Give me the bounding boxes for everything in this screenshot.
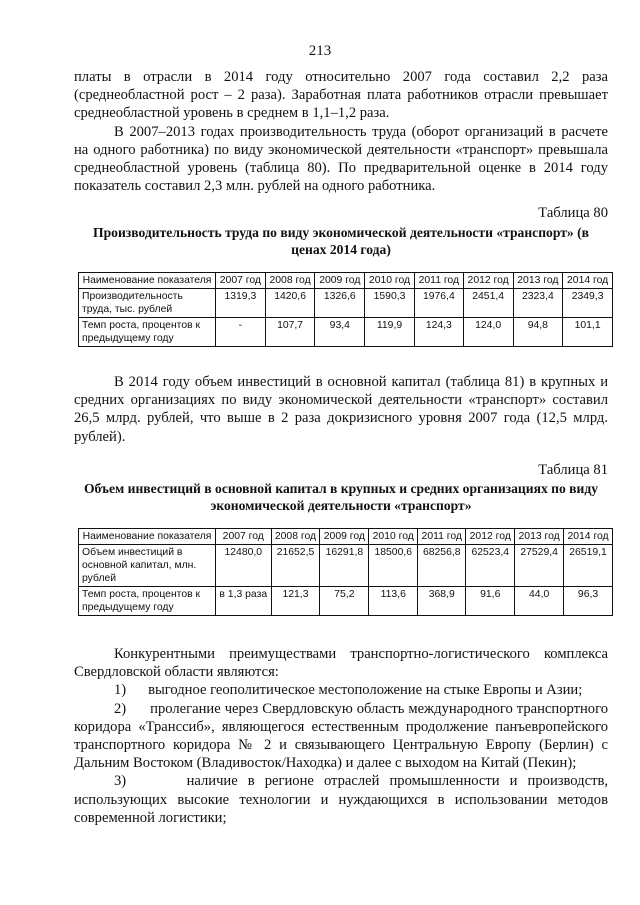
paragraph-1-block [74,68,608,195]
list-item-number: 3) [114,773,127,790]
table-81-header-year: 2008 год [271,529,320,545]
table-cell: 101,1 [563,318,613,347]
table-cell: 62523,4 [466,545,515,587]
table-cell: 91,6 [466,587,515,616]
table-80-header-row [79,273,613,289]
table-81 [78,528,613,616]
table-row-name: Производительность труда, тыс. рублей [79,289,216,318]
table-81-header-year: 2013 год [515,529,564,545]
table-row-name: Объем инвестиций в основной капитал, млн. рублей [79,545,216,587]
list-item-text: пролегание через Свердловскую область международного транспортного коридора «Транссиб», являющегося естественным продолжение панъевропейского транспортного коридора № 2 и связывающего Центральную Европу (Берлин) с Дальним Востоком (Владивосток/Находка) и далее с выходом на Китай (Пекин); [74,700,609,772]
table-81-header-row [79,529,613,545]
table-row [79,289,613,318]
table-cell: 2451,4 [463,289,513,318]
table-cell: - [216,318,266,347]
paragraph-1: платы в отрасли в 2014 году относительно 2007 года составил 2,2 раза (среднеобластной рост – 2 раза). Заработная плата работников отрасли превышает среднеобластной уровень в среднем в 1,1–1,2 раза. [74,69,608,122]
table-81-header-name: Наименование показателя [79,529,216,545]
table-cell: 18500,6 [369,545,418,587]
paragraph-4-block [74,645,608,827]
advantages-list [74,681,608,827]
table-80-header-year: 2010 год [365,273,415,289]
list-item [74,772,608,827]
table-80-header-year: 2014 год [563,273,613,289]
table-cell: 368,9 [418,587,466,616]
table-cell: 1326,6 [315,289,365,318]
table-cell: 75,2 [320,587,369,616]
table-cell: 96,3 [564,587,613,616]
list-item-number: 2) [114,700,127,717]
table-81-header-year: 2007 год [216,529,272,545]
table-cell: 2323,4 [513,289,563,318]
table-81-header-year: 2014 год [564,529,613,545]
list-item-text: наличие в регионе отраслей промышленности и производств, использующих высокие технологии и нуждающихся в использовании методов современной логистики; [74,773,608,826]
table-80-label: Таблица 80 [538,205,608,221]
table-cell: 16291,8 [320,545,369,587]
table-cell: 1976,4 [414,289,463,318]
table-cell: 113,6 [369,587,418,616]
table-row [79,318,613,347]
table-cell: в 1,3 раза [216,587,272,616]
table-cell: 2349,3 [563,289,613,318]
table-cell: 93,4 [315,318,365,347]
table-81-header-year: 2009 год [320,529,369,545]
table-cell: 44,0 [515,587,564,616]
list-item [74,700,608,773]
table-cell: 94,8 [513,318,563,347]
table-cell: 12480,0 [216,545,272,587]
table-cell: 21652,5 [271,545,320,587]
table-81-title: Объем инвестиций в основной капитал в крупных и средних организациях по виду экономической деятельности «транспорт» [83,481,599,513]
table-cell: 124,3 [414,318,463,347]
table-80-header-year: 2011 год [414,273,463,289]
list-item-number: 1) [114,682,127,699]
paragraph-2: В 2007–2013 годах производительность труда (оборот организаций в расчете на одного работника) по виду экономической деятельности «транспорт» превышала среднеобластной уровень (таблица 80). По предварительной оценке в 2014 году показатель составил 2,3 млн. рублей на одного работника. [74,123,608,195]
table-80-header-year: 2009 год [315,273,365,289]
table-row [79,587,613,616]
table-row-name: Темп роста, процентов к предыдущему году [79,587,216,616]
table-80-header-name: Наименование показателя [79,273,216,289]
table-cell: 68256,8 [418,545,466,587]
table-80-header-year: 2007 год [216,273,266,289]
table-81-header-year: 2010 год [369,529,418,545]
table-cell: 1319,3 [216,289,266,318]
paragraph-3-block [74,373,608,446]
table-80-header-year: 2012 год [463,273,513,289]
table-80 [78,272,613,347]
table-81-header-year: 2011 год [418,529,466,545]
list-item-text: выгодное геополитическое местоположение на стыке Европы и Азии; [148,682,583,699]
table-cell: 27529,4 [515,545,564,587]
paragraph-3: В 2014 году объем инвестиций в основной капитал (таблица 81) в крупных и средних организациях по виду экономической деятельности «транспорт» составил 26,5 млрд. рублей, что выше в 2 раза докризисного уровня 2007 года (12,5 млрд. рублей). [74,374,608,445]
table-cell: 119,9 [365,318,415,347]
list-item [74,681,608,699]
table-81-label: Таблица 81 [538,462,608,478]
table-cell: 26519,1 [564,545,613,587]
page-number: 213 [308,43,332,59]
table-80-header-year: 2008 год [265,273,315,289]
table-cell: 121,3 [271,587,320,616]
table-80-header-year: 2013 год [513,273,563,289]
table-row [79,545,613,587]
table-cell: 1420,6 [265,289,315,318]
table-cell: 1590,3 [365,289,415,318]
paragraph-4: Конкурентными преимуществами транспортно-логистического комплекса Свердловской области являются: [74,646,608,681]
table-cell: 107,7 [265,318,315,347]
table-row-name: Темп роста, процентов к предыдущему году [79,318,216,347]
table-80-title: Производительность труда по виду экономической деятельности «транспорт» (в ценах 2014 года) [93,225,589,257]
table-81-header-year: 2012 год [466,529,515,545]
table-cell: 124,0 [463,318,513,347]
